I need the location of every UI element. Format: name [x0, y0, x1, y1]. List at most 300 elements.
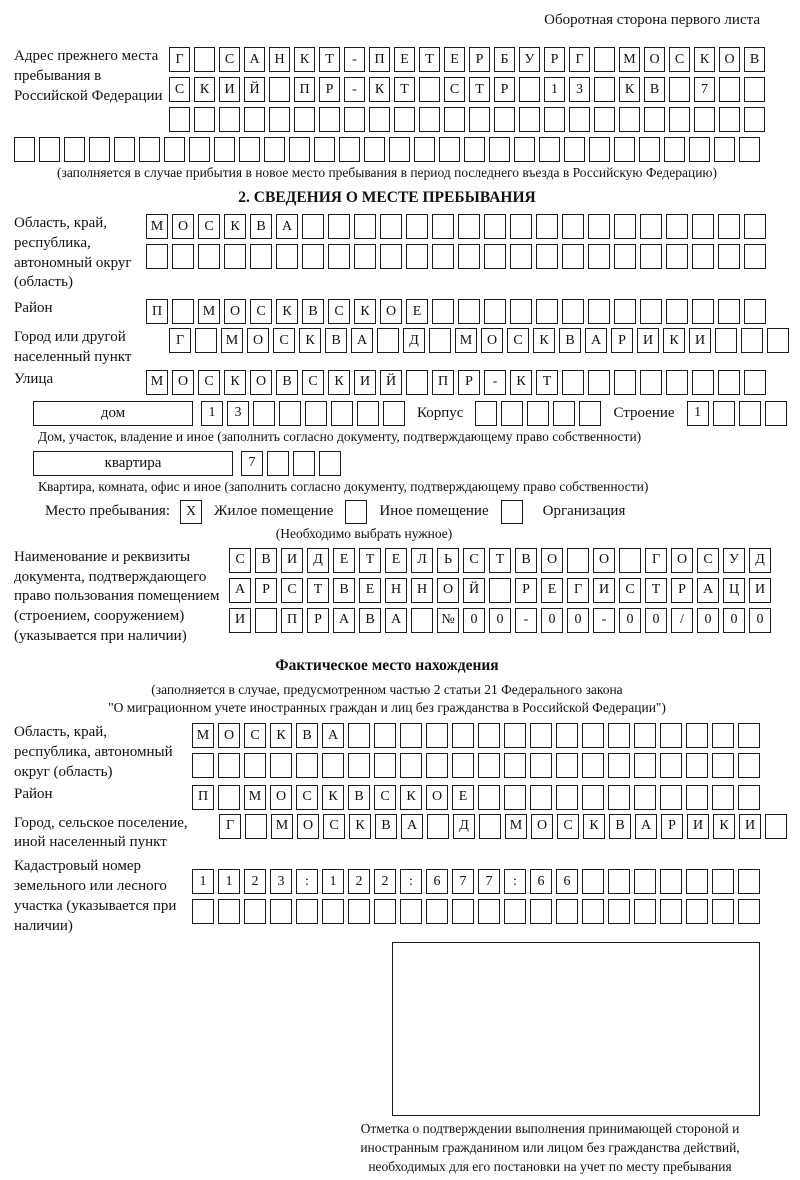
char-cell[interactable]: В	[276, 370, 298, 395]
char-cell[interactable]: Е	[385, 548, 407, 573]
char-cell[interactable]: Т	[319, 47, 340, 72]
char-cell[interactable]: А	[229, 578, 251, 603]
char-cell[interactable]: И	[219, 77, 240, 102]
char-cell[interactable]: В	[325, 328, 347, 353]
char-cell[interactable]: К	[224, 370, 246, 395]
char-cell[interactable]	[510, 214, 532, 239]
char-cell[interactable]	[192, 899, 214, 924]
char-cell[interactable]	[269, 107, 290, 132]
char-cell[interactable]: Р	[494, 77, 515, 102]
char-cell[interactable]: 6	[530, 869, 552, 894]
char-cell[interactable]	[666, 244, 688, 269]
char-cell[interactable]: Е	[444, 47, 465, 72]
char-cell[interactable]: С	[219, 47, 240, 72]
char-cell[interactable]	[767, 328, 789, 353]
char-cell[interactable]: С	[557, 814, 579, 839]
char-cell[interactable]	[164, 137, 185, 162]
char-cell[interactable]	[634, 785, 656, 810]
char-cell[interactable]: О	[593, 548, 615, 573]
char-cell[interactable]: М	[244, 785, 266, 810]
char-cell[interactable]: Т	[359, 548, 381, 573]
char-cell[interactable]	[564, 137, 585, 162]
char-cell[interactable]	[588, 214, 610, 239]
char-cell[interactable]: К	[663, 328, 685, 353]
char-cell[interactable]	[712, 785, 734, 810]
char-cell[interactable]	[400, 899, 422, 924]
char-cell[interactable]	[501, 401, 523, 426]
char-cell[interactable]	[686, 869, 708, 894]
char-cell[interactable]	[39, 137, 60, 162]
char-cell[interactable]	[744, 77, 765, 102]
char-cell[interactable]	[556, 785, 578, 810]
char-cell[interactable]	[270, 899, 292, 924]
char-cell[interactable]	[296, 753, 318, 778]
char-cell[interactable]	[738, 753, 760, 778]
char-cell[interactable]: С	[169, 77, 190, 102]
char-cell[interactable]	[582, 869, 604, 894]
char-cell[interactable]	[319, 451, 341, 476]
char-cell[interactable]	[414, 137, 435, 162]
char-cell[interactable]: В	[744, 47, 765, 72]
char-cell[interactable]: Е	[452, 785, 474, 810]
char-cell[interactable]	[553, 401, 575, 426]
char-cell[interactable]	[478, 899, 500, 924]
char-cell[interactable]: 0	[645, 608, 667, 633]
char-cell[interactable]: П	[146, 299, 168, 324]
char-cell[interactable]	[429, 328, 451, 353]
char-cell[interactable]	[556, 723, 578, 748]
char-cell[interactable]	[218, 753, 240, 778]
char-cell[interactable]	[377, 328, 399, 353]
char-cell[interactable]: А	[322, 723, 344, 748]
char-cell[interactable]	[744, 107, 765, 132]
char-cell[interactable]	[634, 869, 656, 894]
char-cell[interactable]: Г	[169, 47, 190, 72]
char-cell[interactable]	[544, 107, 565, 132]
char-cell[interactable]	[634, 753, 656, 778]
char-cell[interactable]	[344, 107, 365, 132]
char-cell[interactable]: А	[333, 608, 355, 633]
char-cell[interactable]	[322, 753, 344, 778]
char-cell[interactable]: Т	[645, 578, 667, 603]
char-cell[interactable]: О	[541, 548, 563, 573]
char-cell[interactable]: -	[515, 608, 537, 633]
char-cell[interactable]: П	[369, 47, 390, 72]
char-cell[interactable]: Р	[544, 47, 565, 72]
char-cell[interactable]: Г	[567, 578, 589, 603]
char-cell[interactable]: Ц	[723, 578, 745, 603]
char-cell[interactable]	[302, 244, 324, 269]
char-cell[interactable]	[640, 370, 662, 395]
char-cell[interactable]	[588, 370, 610, 395]
char-cell[interactable]	[380, 244, 402, 269]
char-cell[interactable]	[348, 899, 370, 924]
char-cell[interactable]: О	[172, 214, 194, 239]
char-cell[interactable]: 0	[541, 608, 563, 633]
char-cell[interactable]: А	[244, 47, 265, 72]
char-cell[interactable]	[489, 137, 510, 162]
char-cell[interactable]	[536, 299, 558, 324]
char-cell[interactable]	[634, 723, 656, 748]
char-cell[interactable]	[669, 107, 690, 132]
char-cell[interactable]	[296, 899, 318, 924]
checkbox-residential[interactable]: X	[180, 500, 202, 524]
char-cell[interactable]: Р	[661, 814, 683, 839]
char-cell[interactable]: 1	[322, 869, 344, 894]
char-cell[interactable]: 1	[201, 401, 223, 426]
char-cell[interactable]: 7	[694, 77, 715, 102]
char-cell[interactable]: 1	[192, 869, 214, 894]
char-cell[interactable]	[276, 244, 298, 269]
char-cell[interactable]	[267, 451, 289, 476]
char-cell[interactable]	[380, 214, 402, 239]
char-cell[interactable]: К	[270, 723, 292, 748]
char-cell[interactable]: О	[250, 370, 272, 395]
char-cell[interactable]: Р	[319, 77, 340, 102]
char-cell[interactable]: М	[146, 214, 168, 239]
char-cell[interactable]	[194, 107, 215, 132]
char-cell[interactable]	[718, 370, 740, 395]
char-cell[interactable]	[406, 370, 428, 395]
char-cell[interactable]: К	[713, 814, 735, 839]
char-cell[interactable]	[469, 107, 490, 132]
char-cell[interactable]: А	[585, 328, 607, 353]
char-cell[interactable]	[608, 753, 630, 778]
char-cell[interactable]	[504, 753, 526, 778]
char-cell[interactable]	[478, 753, 500, 778]
char-cell[interactable]	[139, 137, 160, 162]
char-cell[interactable]	[666, 370, 688, 395]
char-cell[interactable]	[719, 77, 740, 102]
char-cell[interactable]	[530, 723, 552, 748]
char-cell[interactable]: В	[333, 578, 355, 603]
char-cell[interactable]	[614, 137, 635, 162]
char-cell[interactable]: О	[426, 785, 448, 810]
char-cell[interactable]	[608, 723, 630, 748]
char-cell[interactable]	[169, 107, 190, 132]
char-cell[interactable]	[348, 753, 370, 778]
char-cell[interactable]	[582, 899, 604, 924]
char-cell[interactable]	[666, 214, 688, 239]
char-cell[interactable]: В	[296, 723, 318, 748]
char-cell[interactable]	[634, 899, 656, 924]
char-cell[interactable]: Й	[244, 77, 265, 102]
char-cell[interactable]: Р	[458, 370, 480, 395]
char-cell[interactable]: 2	[348, 869, 370, 894]
char-cell[interactable]	[510, 299, 532, 324]
char-cell[interactable]: Р	[515, 578, 537, 603]
char-cell[interactable]: Б	[494, 47, 515, 72]
char-cell[interactable]	[458, 244, 480, 269]
char-cell[interactable]: А	[401, 814, 423, 839]
char-cell[interactable]: Й	[380, 370, 402, 395]
char-cell[interactable]: Д	[307, 548, 329, 573]
char-cell[interactable]	[639, 137, 660, 162]
char-cell[interactable]: С	[244, 723, 266, 748]
char-cell[interactable]: М	[146, 370, 168, 395]
char-cell[interactable]	[714, 137, 735, 162]
char-cell[interactable]	[712, 899, 734, 924]
char-cell[interactable]	[354, 244, 376, 269]
char-cell[interactable]: М	[192, 723, 214, 748]
char-cell[interactable]	[244, 107, 265, 132]
char-cell[interactable]	[660, 869, 682, 894]
char-cell[interactable]: И	[687, 814, 709, 839]
char-cell[interactable]: 6	[426, 869, 448, 894]
char-cell[interactable]: А	[385, 608, 407, 633]
char-cell[interactable]: К	[400, 785, 422, 810]
char-cell[interactable]	[589, 137, 610, 162]
char-cell[interactable]: Е	[541, 578, 563, 603]
char-cell[interactable]	[192, 753, 214, 778]
char-cell[interactable]	[608, 785, 630, 810]
char-cell[interactable]: М	[505, 814, 527, 839]
char-cell[interactable]: Т	[419, 47, 440, 72]
char-cell[interactable]: К	[354, 299, 376, 324]
char-cell[interactable]	[640, 299, 662, 324]
char-cell[interactable]: К	[224, 214, 246, 239]
char-cell[interactable]: К	[328, 370, 350, 395]
char-cell[interactable]	[489, 578, 511, 603]
char-cell[interactable]	[305, 401, 327, 426]
char-cell[interactable]	[270, 753, 292, 778]
char-cell[interactable]	[530, 899, 552, 924]
char-cell[interactable]: С	[669, 47, 690, 72]
char-cell[interactable]: О	[719, 47, 740, 72]
char-cell[interactable]: С	[507, 328, 529, 353]
char-cell[interactable]: О	[644, 47, 665, 72]
char-cell[interactable]: Д	[403, 328, 425, 353]
char-cell[interactable]	[432, 299, 454, 324]
char-cell[interactable]	[369, 107, 390, 132]
char-cell[interactable]	[452, 753, 474, 778]
char-cell[interactable]: П	[432, 370, 454, 395]
char-cell[interactable]: А	[697, 578, 719, 603]
char-cell[interactable]	[588, 299, 610, 324]
char-cell[interactable]	[715, 328, 737, 353]
char-cell[interactable]: М	[619, 47, 640, 72]
char-cell[interactable]	[519, 77, 540, 102]
char-cell[interactable]	[348, 723, 370, 748]
char-cell[interactable]	[427, 814, 449, 839]
char-cell[interactable]	[504, 785, 526, 810]
char-cell[interactable]	[738, 899, 760, 924]
char-cell[interactable]	[744, 214, 766, 239]
char-cell[interactable]: -	[344, 47, 365, 72]
char-cell[interactable]	[322, 899, 344, 924]
char-cell[interactable]: С	[374, 785, 396, 810]
char-cell[interactable]	[689, 137, 710, 162]
char-cell[interactable]: К	[619, 77, 640, 102]
char-cell[interactable]: О	[224, 299, 246, 324]
char-cell[interactable]: К	[322, 785, 344, 810]
char-cell[interactable]: 1	[544, 77, 565, 102]
char-cell[interactable]: К	[533, 328, 555, 353]
char-cell[interactable]	[619, 107, 640, 132]
char-cell[interactable]: И	[739, 814, 761, 839]
char-cell[interactable]	[694, 107, 715, 132]
char-cell[interactable]	[458, 214, 480, 239]
char-cell[interactable]	[374, 723, 396, 748]
char-cell[interactable]: Р	[255, 578, 277, 603]
char-cell[interactable]: /	[671, 608, 693, 633]
char-cell[interactable]	[660, 753, 682, 778]
char-cell[interactable]: К	[510, 370, 532, 395]
char-cell[interactable]: С	[281, 578, 303, 603]
char-cell[interactable]	[302, 214, 324, 239]
char-cell[interactable]	[686, 899, 708, 924]
char-cell[interactable]: 1	[687, 401, 709, 426]
char-cell[interactable]: В	[609, 814, 631, 839]
char-cell[interactable]	[718, 299, 740, 324]
char-cell[interactable]: И	[354, 370, 376, 395]
char-cell[interactable]: -	[484, 370, 506, 395]
char-cell[interactable]	[189, 137, 210, 162]
char-cell[interactable]: Г	[169, 328, 191, 353]
char-cell[interactable]: 7	[241, 451, 263, 476]
char-cell[interactable]	[562, 299, 584, 324]
char-cell[interactable]	[664, 137, 685, 162]
char-cell[interactable]	[264, 137, 285, 162]
char-cell[interactable]	[253, 401, 275, 426]
char-cell[interactable]: О	[671, 548, 693, 573]
char-cell[interactable]: И	[229, 608, 251, 633]
char-cell[interactable]	[439, 137, 460, 162]
char-cell[interactable]	[464, 137, 485, 162]
char-cell[interactable]: М	[271, 814, 293, 839]
char-cell[interactable]	[686, 785, 708, 810]
char-cell[interactable]	[504, 723, 526, 748]
char-cell[interactable]: П	[192, 785, 214, 810]
char-cell[interactable]: Е	[406, 299, 428, 324]
char-cell[interactable]: 0	[567, 608, 589, 633]
char-cell[interactable]	[666, 299, 688, 324]
char-cell[interactable]: С	[198, 370, 220, 395]
char-cell[interactable]: Д	[453, 814, 475, 839]
char-cell[interactable]: В	[255, 548, 277, 573]
char-cell[interactable]: С	[250, 299, 272, 324]
char-cell[interactable]	[245, 814, 267, 839]
char-cell[interactable]	[562, 244, 584, 269]
char-cell[interactable]	[224, 244, 246, 269]
char-cell[interactable]: К	[294, 47, 315, 72]
char-cell[interactable]	[504, 899, 526, 924]
char-cell[interactable]: Е	[333, 548, 355, 573]
char-cell[interactable]	[765, 814, 787, 839]
char-cell[interactable]	[484, 244, 506, 269]
char-cell[interactable]: Р	[611, 328, 633, 353]
char-cell[interactable]: О	[218, 723, 240, 748]
char-cell[interactable]	[294, 107, 315, 132]
char-cell[interactable]	[218, 899, 240, 924]
char-cell[interactable]	[562, 214, 584, 239]
char-cell[interactable]: О	[297, 814, 319, 839]
char-cell[interactable]	[692, 244, 714, 269]
char-cell[interactable]	[567, 548, 589, 573]
char-cell[interactable]: К	[583, 814, 605, 839]
char-cell[interactable]: М	[198, 299, 220, 324]
char-cell[interactable]: К	[194, 77, 215, 102]
char-cell[interactable]	[432, 214, 454, 239]
char-cell[interactable]: У	[519, 47, 540, 72]
char-cell[interactable]: 0	[749, 608, 771, 633]
char-cell[interactable]: М	[221, 328, 243, 353]
char-cell[interactable]: В	[644, 77, 665, 102]
char-cell[interactable]	[293, 451, 315, 476]
char-cell[interactable]	[660, 785, 682, 810]
char-cell[interactable]	[594, 107, 615, 132]
char-cell[interactable]: Н	[385, 578, 407, 603]
char-cell[interactable]	[556, 753, 578, 778]
char-cell[interactable]: Р	[469, 47, 490, 72]
char-cell[interactable]	[692, 299, 714, 324]
char-cell[interactable]: Р	[307, 608, 329, 633]
char-cell[interactable]	[419, 107, 440, 132]
char-cell[interactable]	[741, 328, 763, 353]
char-cell[interactable]: О	[270, 785, 292, 810]
char-cell[interactable]	[364, 137, 385, 162]
char-cell[interactable]	[718, 244, 740, 269]
char-cell[interactable]	[738, 785, 760, 810]
char-cell[interactable]	[527, 401, 549, 426]
char-cell[interactable]: И	[593, 578, 615, 603]
char-cell[interactable]	[539, 137, 560, 162]
char-cell[interactable]: Т	[489, 548, 511, 573]
char-cell[interactable]: Ь	[437, 548, 459, 573]
char-cell[interactable]: О	[380, 299, 402, 324]
char-cell[interactable]: -	[593, 608, 615, 633]
char-cell[interactable]: О	[481, 328, 503, 353]
char-cell[interactable]	[400, 753, 422, 778]
char-cell[interactable]	[594, 47, 615, 72]
char-cell[interactable]	[458, 299, 480, 324]
char-cell[interactable]: 0	[619, 608, 641, 633]
char-cell[interactable]	[279, 401, 301, 426]
char-cell[interactable]	[530, 753, 552, 778]
char-cell[interactable]: В	[302, 299, 324, 324]
char-cell[interactable]: С	[697, 548, 719, 573]
char-cell[interactable]	[765, 401, 787, 426]
char-cell[interactable]	[579, 401, 601, 426]
char-cell[interactable]	[484, 214, 506, 239]
char-cell[interactable]	[588, 244, 610, 269]
char-cell[interactable]	[686, 723, 708, 748]
char-cell[interactable]	[289, 137, 310, 162]
char-cell[interactable]: С	[296, 785, 318, 810]
char-cell[interactable]	[400, 723, 422, 748]
char-cell[interactable]: В	[348, 785, 370, 810]
char-cell[interactable]: 6	[556, 869, 578, 894]
char-cell[interactable]: 0	[489, 608, 511, 633]
char-cell[interactable]: Р	[671, 578, 693, 603]
char-cell[interactable]: У	[723, 548, 745, 573]
char-cell[interactable]: Е	[394, 47, 415, 72]
char-cell[interactable]	[619, 548, 641, 573]
char-cell[interactable]	[644, 107, 665, 132]
char-cell[interactable]	[738, 723, 760, 748]
char-cell[interactable]	[614, 214, 636, 239]
char-cell[interactable]: 3	[270, 869, 292, 894]
char-cell[interactable]: В	[515, 548, 537, 573]
char-cell[interactable]	[712, 723, 734, 748]
char-cell[interactable]: И	[281, 548, 303, 573]
char-cell[interactable]: М	[455, 328, 477, 353]
char-cell[interactable]	[432, 244, 454, 269]
char-cell[interactable]: №	[437, 608, 459, 633]
char-cell[interactable]	[354, 214, 376, 239]
char-cell[interactable]: 1	[218, 869, 240, 894]
char-cell[interactable]: О	[531, 814, 553, 839]
